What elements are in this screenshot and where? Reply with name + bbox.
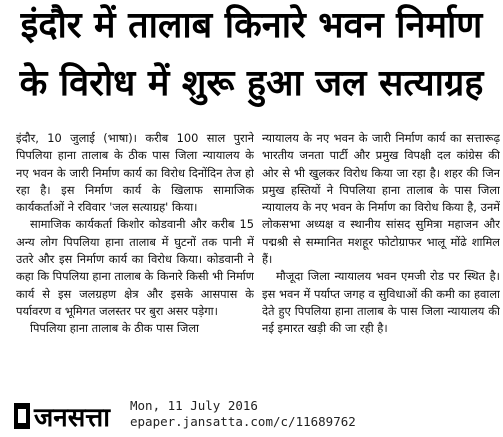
jansatta-logo	[14, 400, 110, 432]
footer	[0, 396, 503, 437]
headline-line-1: इंदौर में तालाब किनारे भवन निर्माण	[20, 5, 483, 46]
article-column-left	[16, 130, 254, 393]
article-paragraph: मौजूदा जिला न्यायालय भवन एमजी रोड पर स्थित है। इस भवन में पर्याप्त जगह व सुविधाओं की कमी का हवाला देते हुए पिपलिया हाना तालाब के पास जिला न्यायालय की नई इमारत खड़ी की जा रही है।	[262, 269, 500, 336]
article-body	[16, 130, 500, 393]
logo-mark-icon	[14, 403, 30, 429]
article-paragraph: इंदौर, 10 जुलाई (भाषा)। करीब 100 साल पुराने पिपलिया हाना तालाब के ठीक पास जिला न्यायालय के नए भवन के जारी निर्माण कार्य का विरोध दिनोंदिन तेज हो रहा है। इस निर्माण कार्य के खिलाफ सामाजिक कार्यकर्ताओं ने रविवार 'जल सत्याग्रह' किया।	[16, 131, 254, 215]
article-paragraph: सामाजिक कार्यकर्ता किशोर कोडवानी और करीब 15 अन्य लोग पिपलिया हाना तालाब में घुटनों तक पानी में उतरे और इस निर्माण कार्य का विरोध किया। कोडवानी ने कहा कि पिपलिया हाना तालाब के किनारे किसी भी निर्माण कार्य से इस जलग्रहण क्षेत्र और इसके आसपास के पर्यावरण व भूमिगत जलस्तर पर बुरा असर पड़ेगा।	[16, 217, 254, 318]
article-column-right	[262, 130, 500, 393]
edition-date: Mon, 11 July 2016	[130, 398, 258, 413]
epaper-url[interactable]: epaper.jansatta.com/c/11689762	[130, 414, 356, 429]
edition-meta	[130, 398, 356, 430]
article-paragraph: पिपलिया हाना तालाब के ठीक पास जिला	[30, 321, 199, 336]
article-paragraph: न्यायालय के नए भवन के जारी निर्माण कार्य का सत्तारूढ़ भारतीय जनता पार्टी और प्रमुख विपक्षी दल कांग्रेस की ओर से भी खुलकर विरोध किया जा रहा है। शहर की जिन प्रमुख हस्तियों ने पिपलिया हाना तालाब के पास जिला न्यायालय के नए भवन के निर्माण का विरोध किया है, उनमें लोकसभा अध्यक्ष व स्थानीय सांसद सुमित्रा महाजन और पद्मश्री से सम्मानित मशहूर फोटोग्राफर भालू मोंढे शामिल हैं।	[262, 131, 500, 267]
logo-text: जनसत्ता	[34, 403, 110, 433]
headline-line-2: के विरोध में शुरू हुआ जल सत्याग्रह	[19, 63, 484, 104]
